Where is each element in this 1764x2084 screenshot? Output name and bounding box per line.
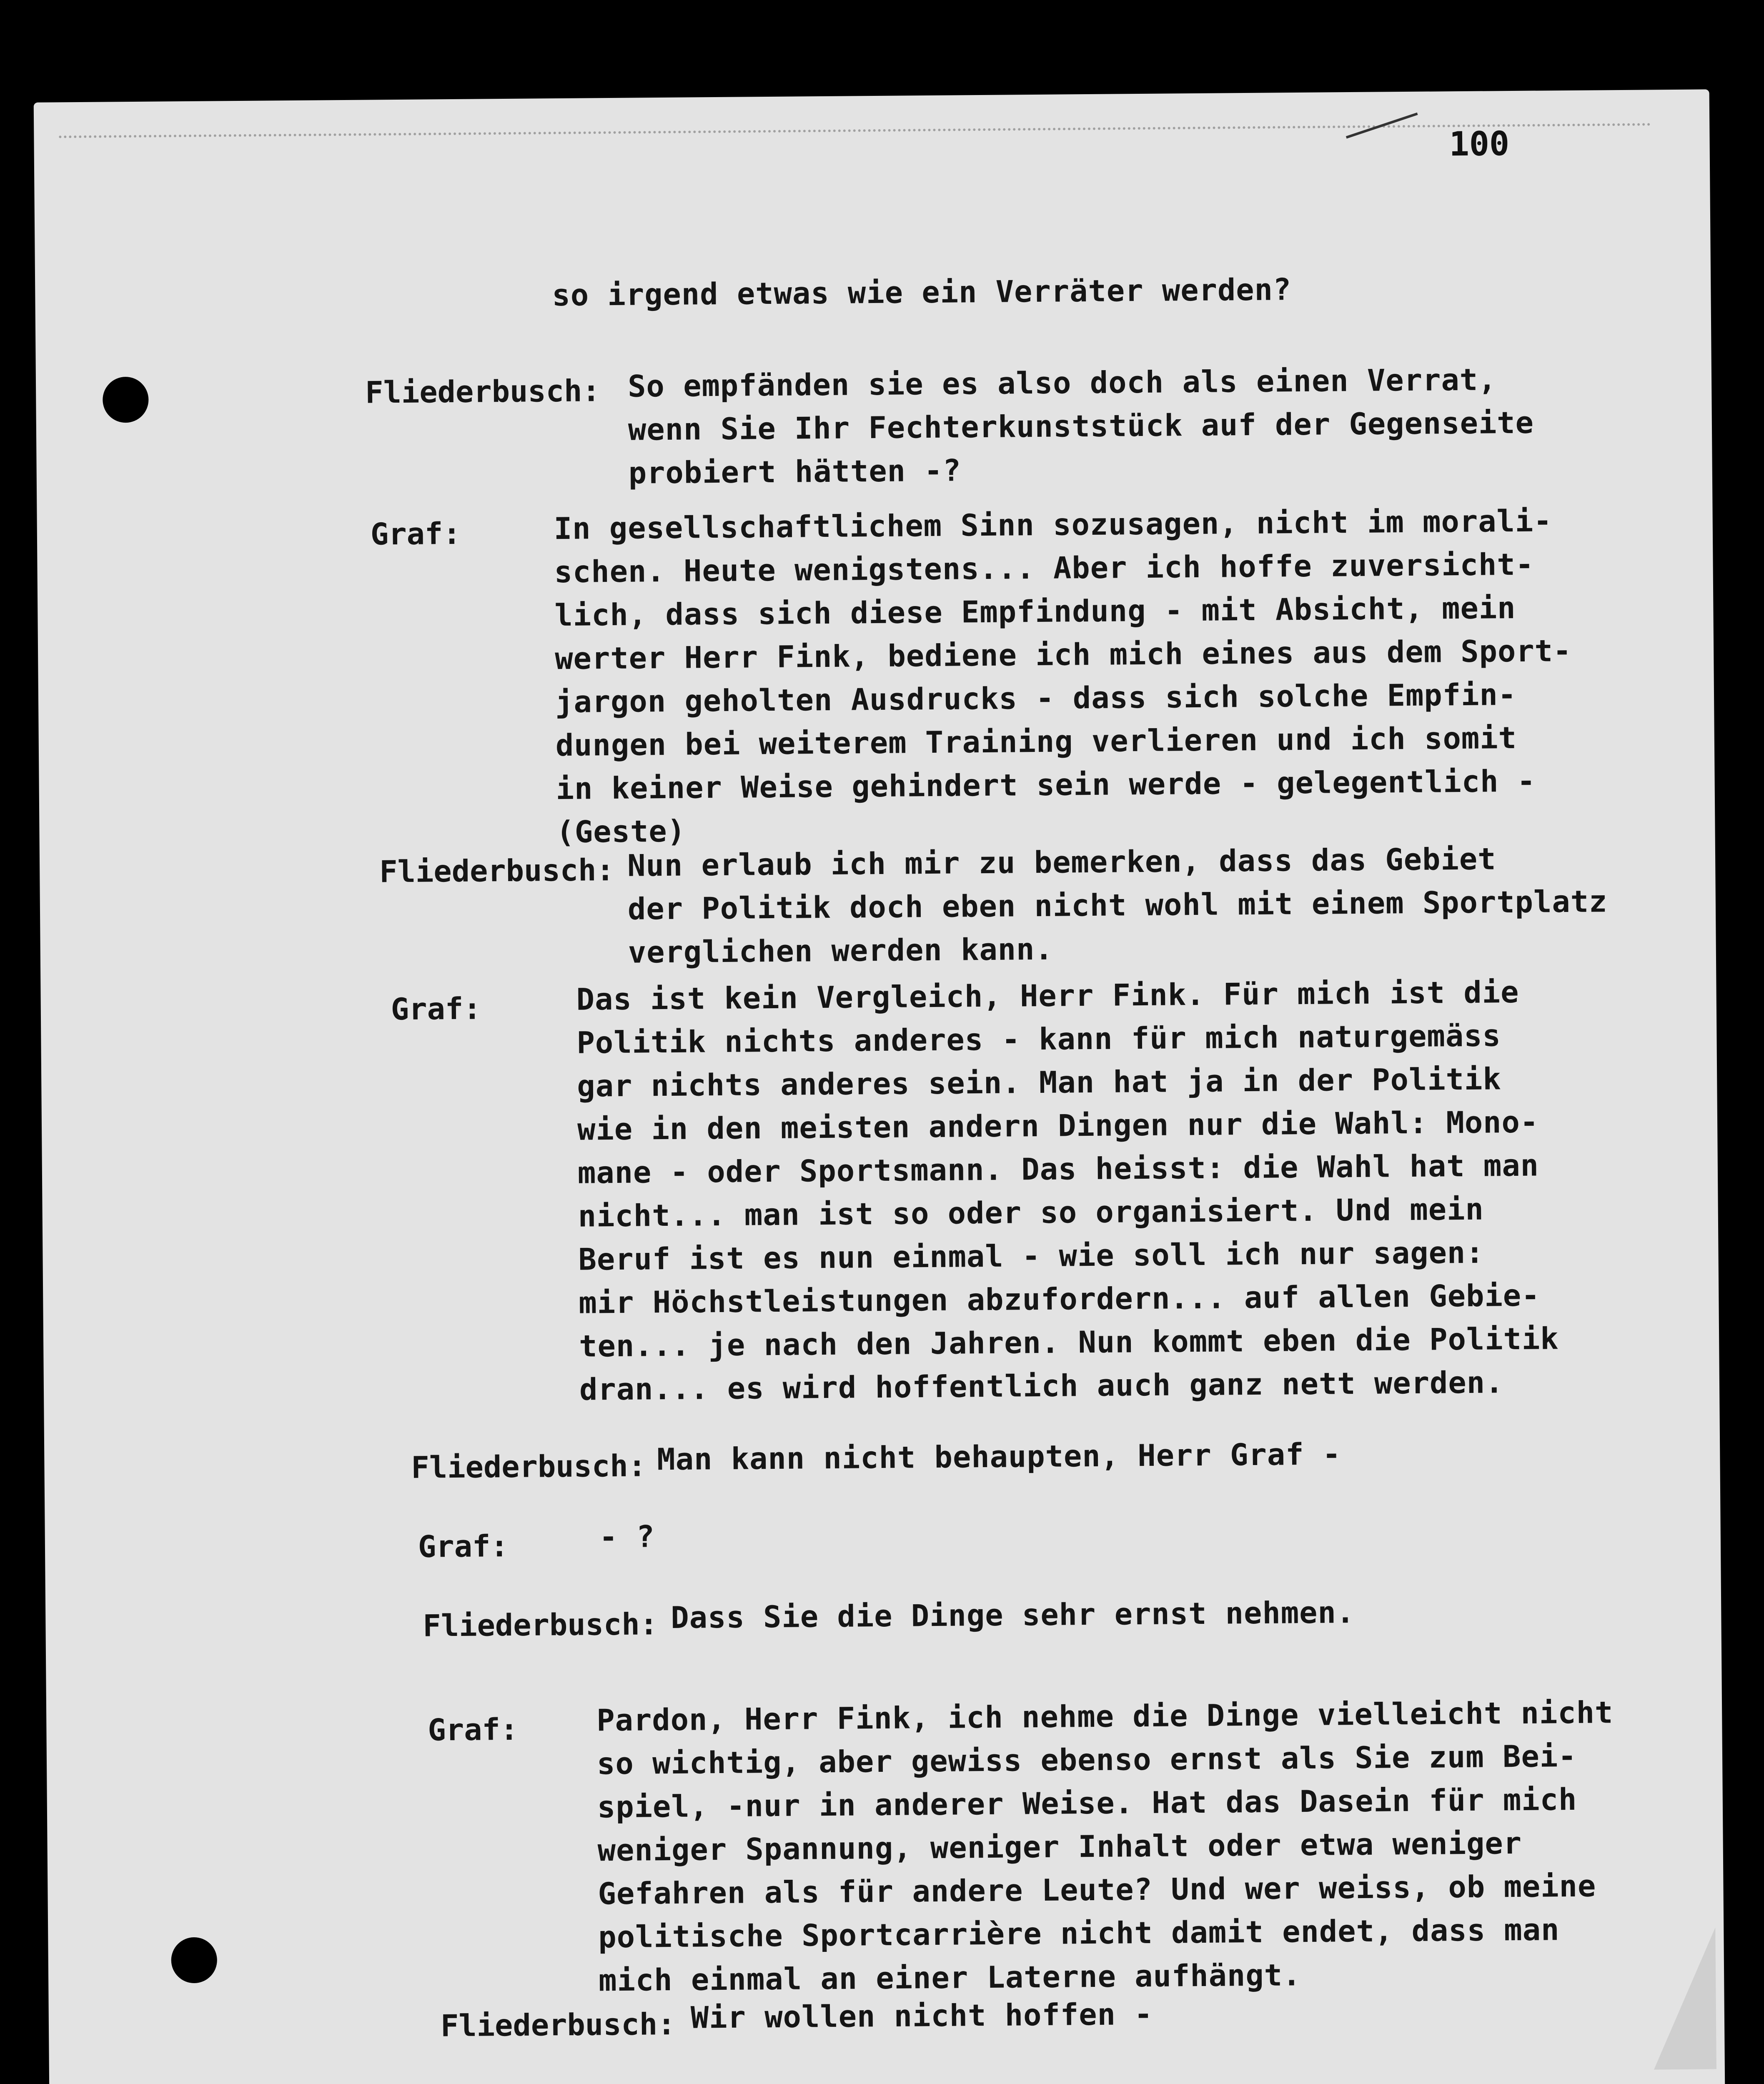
typescript-page bbox=[34, 89, 1726, 2084]
punch-hole-bottom bbox=[171, 1937, 217, 1984]
dialogue-line: politische Sportcarrière nicht damit endet, dass man bbox=[598, 1912, 1560, 1955]
dialogue-line: jargon geholten Ausdrucks - dass sich solche Empfin- bbox=[555, 676, 1517, 720]
dialogue-block-4 bbox=[576, 970, 1559, 1411]
speaker-label: Fliederbusch: bbox=[440, 2006, 676, 2044]
stage-direction: (Geste) bbox=[556, 813, 686, 850]
speaker-label: Graf: bbox=[370, 516, 461, 552]
dialogue-line: Politik nichts anderes - kann für mich naturgemäss bbox=[576, 1018, 1501, 1060]
speaker-label: Graf: bbox=[418, 1528, 509, 1564]
dialogue-line: Dass Sie die Dinge sehr ernst nehmen. bbox=[671, 1595, 1355, 1635]
dialogue-line: dungen bei weiterem Training verlieren und ich somit bbox=[555, 720, 1517, 763]
dialogue-block-0 bbox=[552, 268, 1292, 317]
dialogue-line: der Politik doch eben nicht wohl mit einem Sportplatz bbox=[627, 884, 1608, 927]
dialogue-line: werter Herr Fink, bediene ich mich eines aus dem Sport- bbox=[554, 633, 1572, 676]
dialogue-line: spiel, -nur in anderer Weise. Hat das Dasein für mich bbox=[597, 1781, 1577, 1825]
dialogue-line: So empfänden sie es also doch als einen Verrat, bbox=[627, 362, 1497, 404]
speaker-label: Graf: bbox=[391, 991, 481, 1027]
dialogue-line: Pardon, Herr Fink, ich nehme die Dinge vielleicht nicht bbox=[596, 1695, 1614, 1738]
dialogue-line: weniger Spannung, weniger Inhalt oder etwa weniger bbox=[597, 1825, 1522, 1868]
dialogue-line: so irgend etwas wie ein Verräter werden? bbox=[552, 272, 1292, 313]
dialogue-line: Man kann nicht behaupten, Herr Graf - bbox=[657, 1436, 1341, 1477]
dialogue-line: nicht... man ist so oder so organisiert. Und mein bbox=[578, 1191, 1484, 1234]
speaker-label: Fliederbusch: bbox=[411, 1448, 646, 1485]
dialogue-line: mane - oder Sportsmann. Das heisst: die Wahl hat man bbox=[577, 1147, 1539, 1190]
speaker-label: Fliederbusch: bbox=[423, 1606, 658, 1643]
dialogue-block-5 bbox=[657, 1432, 1341, 1481]
dialogue-line: lich, dass sich diese Empfindung - mit Absicht, mein bbox=[554, 590, 1516, 633]
punch-hole-top bbox=[103, 377, 149, 423]
dialogue-line: dran... es wird hoffentlich auch ganz nett werden. bbox=[579, 1365, 1504, 1407]
page-number: 100 bbox=[1449, 124, 1510, 164]
dialogue-line: in keiner Weise gehindert sein werde - gelegentlich - bbox=[556, 763, 1536, 807]
speaker-label: Fliederbusch: bbox=[379, 852, 615, 889]
dialogue-line: mich einmal an einer Laterne aufhängt. bbox=[598, 1957, 1301, 1998]
dialogue-block-7 bbox=[671, 1591, 1355, 1639]
dialogue-line: Wir wollen nicht hoffen - bbox=[690, 1996, 1153, 2035]
dialogue-line: - ? bbox=[599, 1519, 655, 1555]
dialogue-line: ten... je nach den Jahren. Nun kommt eben die Politik bbox=[579, 1321, 1559, 1364]
dialogue-line: gar nichts anderes sein. Man hat ja in der Politik bbox=[576, 1061, 1501, 1104]
dialogue-block-9 bbox=[690, 1992, 1153, 2039]
dialogue-line: so wichtig, aber gewiss ebenso ernst als Sie zum Bei- bbox=[596, 1738, 1577, 1781]
dialogue-block-2 bbox=[554, 499, 1573, 854]
top-edge-artifact bbox=[59, 123, 1651, 188]
speaker-label: Fliederbusch: bbox=[365, 373, 601, 410]
dialogue-block-3 bbox=[627, 836, 1608, 974]
dialogue-line: Beruf ist es nun einmal - wie soll ich nur sagen: bbox=[578, 1235, 1484, 1277]
dialogue-line: In gesellschaftlichem Sinn sozusagen, nicht im morali- bbox=[554, 503, 1552, 546]
dialogue-line: Nun erlaub ich mir zu bemerken, dass das Gebiet bbox=[627, 841, 1496, 883]
dialogue-line: Gefahren als für andere Leute? Und wer weiss, ob meine bbox=[598, 1868, 1596, 1911]
dialogue-line: wie in den meisten andern Dingen nur die Wahl: Mono- bbox=[577, 1104, 1539, 1147]
speaker-label: Graf: bbox=[428, 1711, 519, 1748]
dialogue-line: schen. Heute wenigstens... Aber ich hoffe zuversicht- bbox=[554, 546, 1534, 590]
dialogue-line: probiert hätten -? bbox=[628, 453, 962, 491]
dialogue-line: verglichen werden kann. bbox=[628, 931, 1054, 970]
dialogue-block-8 bbox=[596, 1691, 1616, 2002]
folded-corner bbox=[1653, 1927, 1716, 2069]
dialogue-block-1 bbox=[628, 358, 1534, 495]
dialogue-block-6 bbox=[599, 1515, 655, 1558]
dialogue-line: mir Höchstleistungen abzufordern... auf allen Gebie- bbox=[579, 1277, 1540, 1320]
dialogue-line: Das ist kein Vergleich, Herr Fink. Für mich ist die bbox=[576, 974, 1519, 1017]
dialogue-line: wenn Sie Ihr Fechterkunststück auf der Gegenseite bbox=[628, 405, 1534, 447]
